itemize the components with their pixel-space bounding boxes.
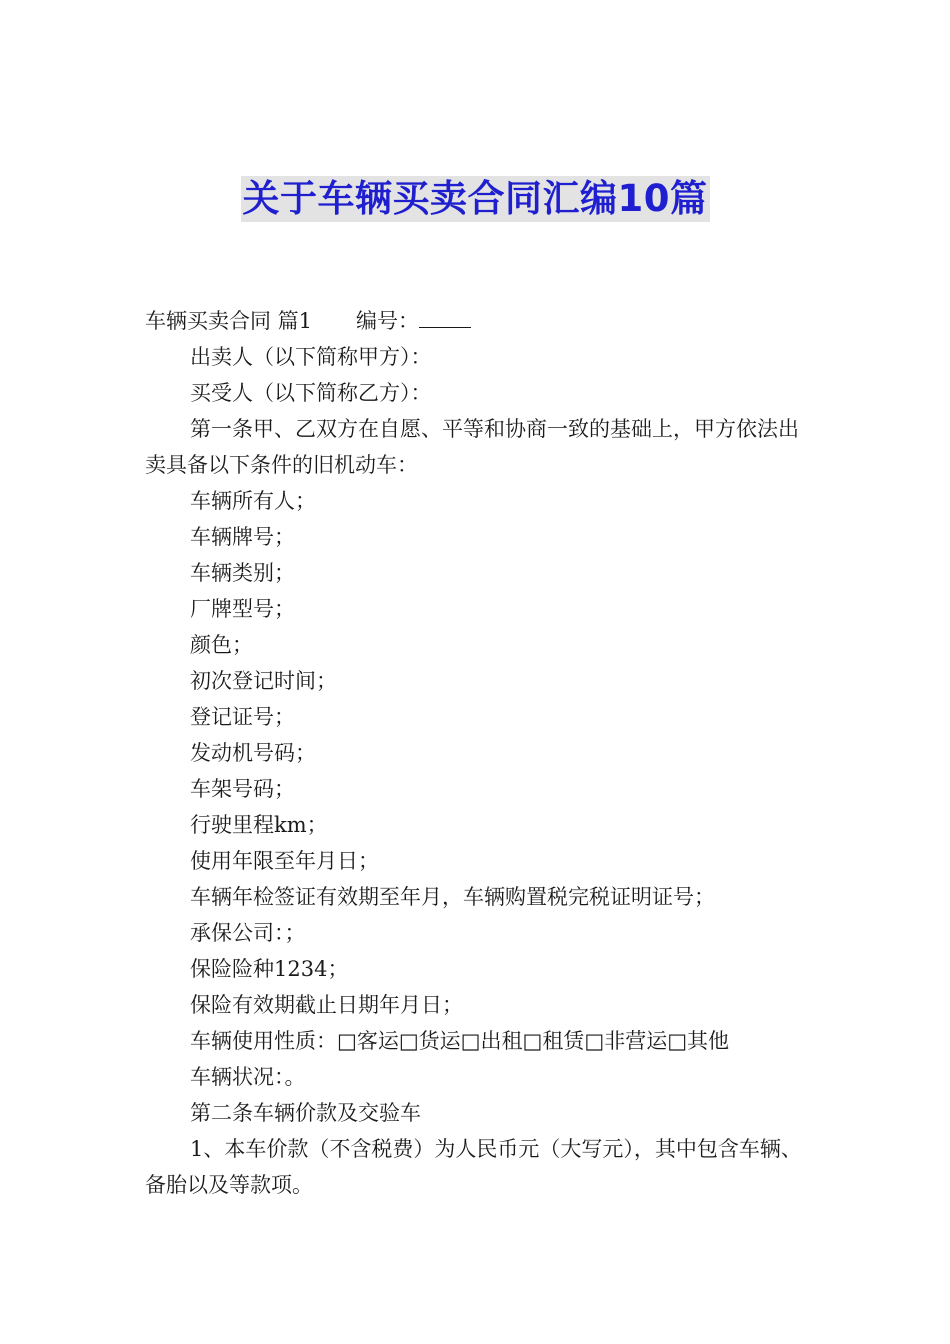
number-label: 编号： — [356, 309, 420, 333]
plate-line: 车辆牌号； — [190, 525, 295, 549]
insurer-line: 承保公司：； — [190, 921, 306, 945]
number-blank — [419, 327, 471, 328]
buyer-line: 买受人（以下简称乙方）： — [190, 381, 432, 405]
owner-line: 车辆所有人； — [190, 489, 316, 513]
mileage-line: 行驶里程km； — [190, 813, 328, 837]
insurance-expiry-line: 保险有效期截止日期年月日； — [190, 993, 463, 1017]
article-2-heading: 第二条车辆价款及交验车 — [190, 1101, 421, 1125]
document-title-text: 关于车辆买卖合同汇编10篇 — [242, 177, 708, 220]
price-paragraph: 1、本车价款（不含税费）为人民币元（大写元），其中包含车辆、备胎以及等款项。 — [145, 1137, 802, 1197]
model-line: 厂牌型号； — [190, 597, 295, 621]
first-registration-line: 初次登记时间； — [190, 669, 337, 693]
frame-number-line: 车架号码； — [190, 777, 295, 801]
category-line: 车辆类别； — [190, 561, 295, 585]
condition-line: 车辆状况：。 — [190, 1065, 306, 1089]
registration-cert-line: 登记证号； — [190, 705, 295, 729]
insurance-type-line: 保险险种1234； — [190, 957, 349, 981]
article-1-paragraph: 第一条甲、乙双方在自愿、平等和协商一致的基础上，甲方依法出卖具备以下条件的旧机动车： — [145, 417, 799, 477]
service-term-line: 使用年限至年月日； — [190, 849, 379, 873]
document-title — [0, 176, 950, 222]
inspection-line: 车辆年检签证有效期至年月，车辆购置税完税证明证号； — [190, 885, 715, 909]
color-line: 颜色； — [190, 633, 253, 657]
usage-nature-line: 车辆使用性质：□客运□货运□出租□租赁□非营运□其他 — [190, 1029, 730, 1053]
section-header — [145, 303, 810, 339]
engine-number-line: 发动机号码； — [190, 741, 316, 765]
document-body — [145, 303, 810, 1203]
section-name: 车辆买卖合同 篇1 — [145, 309, 313, 333]
seller-line: 出卖人（以下简称甲方）： — [190, 345, 432, 369]
